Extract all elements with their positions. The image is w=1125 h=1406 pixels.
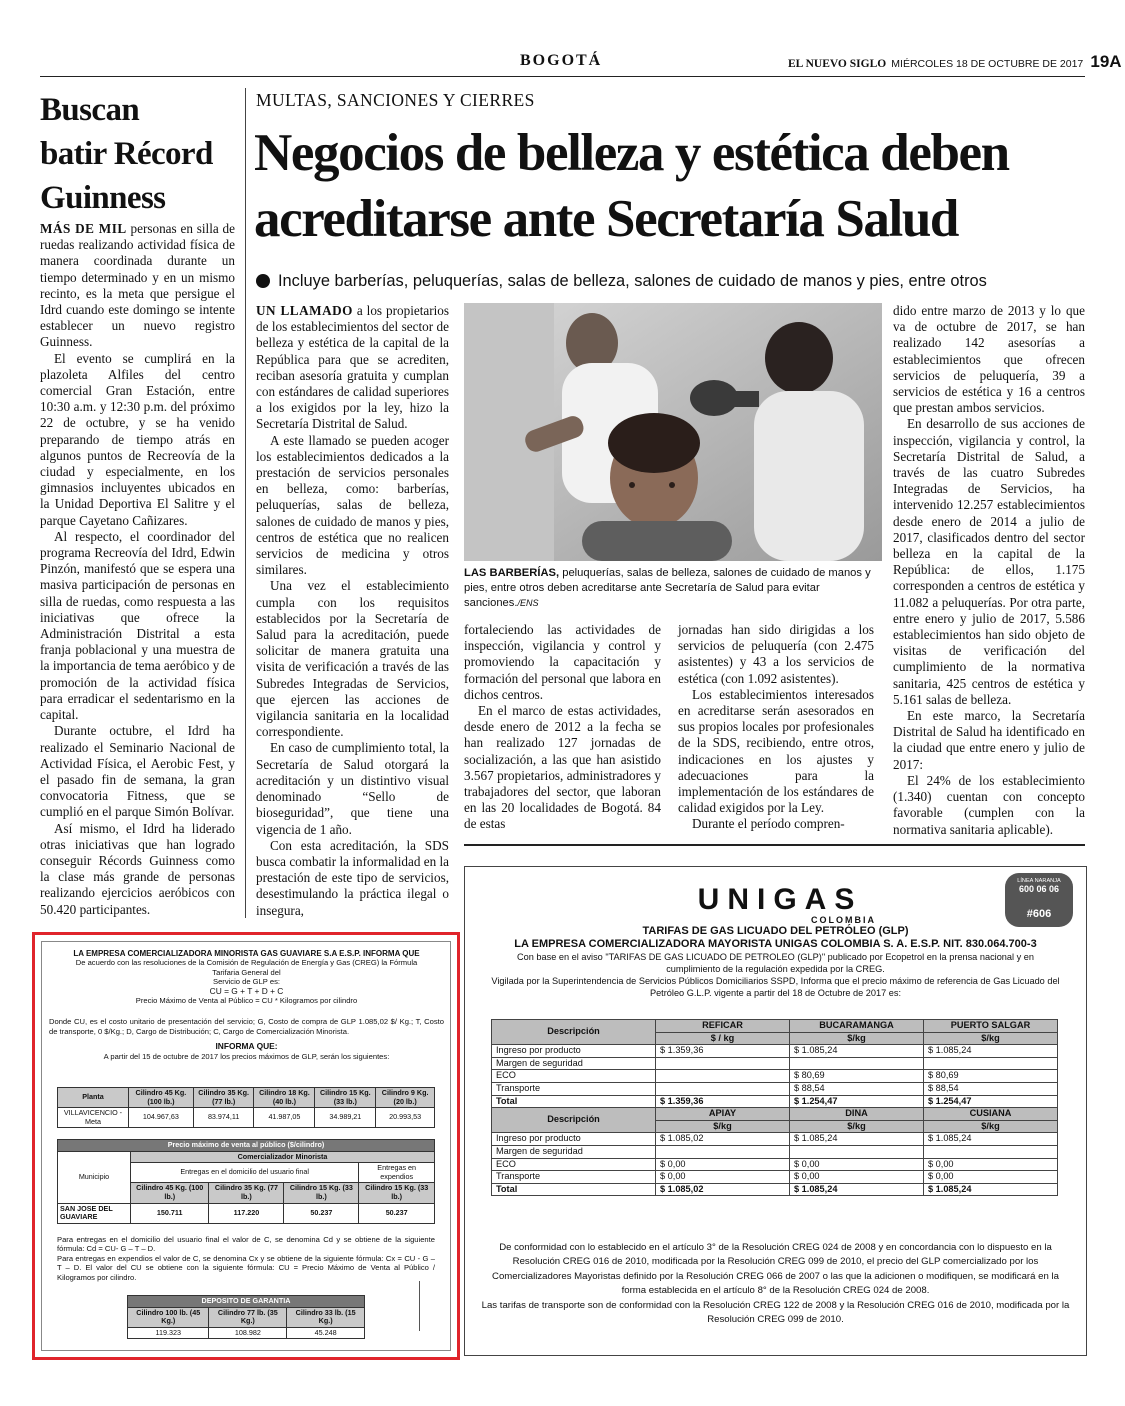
main-col1-p5: Con esta acreditación, la SDS busca combatir la informalidad en la prestación de este tipo de servicios, desestimulando la práctica ilegal o insegura, [256,837,449,918]
unigas-footnotes: De conformidad con lo establecido en el artículo 3° de la Resolución CREG 024 de 2008 y en concordancia con lo dispuesto en la Resolución CREG 016 de 2010, modificada por la Resolución CREG 099 de 2010, el precio del GLP comercializado por los Comercializadores Mayoristas definido por la Resolución CREG 066 de 2007 o las que la adicionen o modifiquen, se modificará en la forma establecida en el artículo 8° de la Resolución CREG 024 de 2008. Las tarifas de transporte son de conformidad con la Resolución CREG 122 de 2008 y la Resolución CREG 016 de 2010, modificada por la Resolución CREG 099 de 2010. [481,1242,1070,1326]
side-article-p2: El evento se cumplirá en la plazoleta Alfiles del centro comercial Gran Estación, entre 10:30 a.m. y 12:30 p.m. del próximo 22 de octubre, y se ha venido preparando de tiempo atrás en algunos puntos de Recreovía de la ciudad y especialmente, en los gimnasios incluyentes ubicados en la Unidad Deportiva El Salitre y el parque Cayetano Cañizares. [40,350,235,528]
barber-photo [464,303,882,561]
section-label: BOGOTÁ [520,52,603,69]
main-col1-p3: Una vez el establecimiento cumpla con los requisitos establecidos por la Secretaría de Salud para la acreditación, puede solicitar de manera gratuita una visita de verificación a través de las Subredes Integradas de Servicios, que ejercen las acciones de vigilancia sanitaria en la localidad correspondiente. [256,578,449,740]
gas-guaviare-ad [32,932,460,1360]
paper-name: EL NUEVO SIGLO [788,58,887,70]
side-article-p1: MÁS DE MIL personas en silla de ruedas realizando actividad física de manera coordinada durante un tiempo determinado y en un mismo recinto, es la meta que persigue el Idrd cuando este domingo se intente establecer un nuevo registro Guinness. [40,221,236,350]
main-col3-p1: jornadas han sido dirigidas a los servicios de peluquería (con 2.475 asistentes) y 43 a los servicios de estética (con 1.092 asistentes). [678,622,874,686]
main-col4-p1: dido entre marzo de 2013 y lo que va de octubre de 2017, se han realizado 142 asesorías a establecimientos que ofrecen servicios de peluquería, 39 a servicios de estética y 16 a centros que prestan ambos servicios. [893,303,1085,416]
side-article-p4: Durante octubre, el Idrd ha realizado el Seminario Nacional de Actividad Física, el Aerobic Fest, y el pasado fin de semana, la gran convocatoria Fitness, que se cumplió en el parque Simón Bolívar. [40,723,235,820]
guaviare-plant-table: Planta Cilindro 45 Kg. (100 lb.) Cilindro 35 Kg. (77 lb.) Cilindro 18 Kg. (40 lb.) Cilindro 15 Kg. (33 lb.) Cilindro 9 Kg. (20 lb.) VILLAVICENCIO - Meta 104.967,63 83.974,11 41.987,05 34.989,21 20.993,53 [57,1087,435,1128]
main-col4-p2: En desarrollo de sus acciones de inspección, vigilancia y control, la Secretaría Distrital de Salud, a través de las cuatro Subredes Integradas de Servicios, ha intervenido 12.257 establecimientos desde enero de 2014 a julio de 2017, clasificados dentro del sector belleza en la capital de la República: de ellos, 1.175 corresponden a centros de estética y 11.082 a peluquerías. Por otra parte, entre enero y julio de 2017, 5.586 establecimientos han sido objeto de visitas de verificación del cumplimiento de la normativa sanitaria, 425 centros de estética y 5.161 salas de belleza. [893,416,1085,707]
main-col3-p3: Durante el período compren- [692,816,845,832]
unigas-ad [464,866,1087,1356]
ssp-stamp-icon [419,1281,434,1331]
page-number: 19A [1090,52,1122,71]
guaviare-price-table: Precio máximo de venta al público ($/cilindro) Municipio Comercializador Minorista Entregas en el domicilio del usuario final Entregas en expendios Cilindro 45 Kg. (100 lb.) Cilindro 35 Kg. (77 lb.) Cilindro 15 Kg. (33 lb.) Cilindro 15 Kg. (33 lb.) SAN JOSE DEL GUAVIARE 150.711 117.220 50.237 50.237 [57,1139,435,1224]
main-col1-p1: UN LLAMADO a los propietarios de los establecimientos del sector de belleza y estética de la capital de la República para que se acrediten, reciban asesoría gratuita y cumplan con estándares de calidad superiores a los exigidos por la ley, hizo la Secretaría Distrital de Salud. [256,303,450,432]
main-col1-p2: A este llamado se pueden acoger los establecimientos dedicados a la prestación de servicios personales en belleza, como: barberías, peluquerías, salas de belleza, salones de cuidado de manos y pies, centros de estética que no realicen servicios de medicina y otros similares. [256,432,449,578]
main-col-2 [464,622,661,833]
guaviare-ad-text: LA EMPRESA COMERCIALIZADORA MINORISTA GAS GUAVIARE S.A E.S.P. INFORMA QUE De acuerdo con las resoluciones de la Comisión de Regulación de Energía y Gas (CREG) la Fórmula Tarifaria General del Servicio de GLP es: CU = G + T + D + C Precio Máximo de Venta al Público = CU * Kilogramos por cilindro Donde CU, es el costo unitario de presentación del servicio; G, Costo de compra de GLP 1.085,02 $/ Kg.; T, Costo de transporte, 0 $/Kg.; D, Cargo de Distribución; C, Cargo de Comercialización Minorista. INFORMA QUE: A partir del 15 de octubre de 2017 los precios máximos de GLP, serán los siguientes: [49,949,444,1061]
main-col1-p4: En caso de cumplimiento total, la Secretaría de Salud otorgará la acreditación y un distintivo visual denominado “Sello de bioseguridad”, que tiene una vigencia de 1 año. [256,740,449,837]
main-col4-p3: En este marco, la Secretaría Distrital de Salud ha identificado en la ciudad que entre enero y julio de 2017: [893,708,1085,772]
side-article-body [40,221,235,918]
kicker: MULTAS, SANCIONES Y CIERRES [256,90,535,110]
header-rule [40,76,1085,77]
main-headline: Negocios de belleza y estética deben acreditarse ante Secretaría Salud [254,124,1009,248]
main-col4-p4: El 24% de los establecimiento (1.340) cuentan con concepto favorable (cumplen con la normativa sanitaria aplicable). [893,772,1085,837]
main-col-1 [256,303,449,919]
photo-illustration [464,303,882,561]
side-headline: Buscan batir Récord Guinness [40,92,213,216]
column-rule [245,88,246,918]
unigas-logo: UNIGAS COLOMBIA [697,883,876,925]
main-col3-p2: Los establecimientos interesados en acreditarse serán asesorados en sus propios locales por profesionales de la SDS, recibiendo, entre otros, indicaciones en los ajustes y adecuaciones para la implementación de los estándares de calidad exigidos por la Ley. [678,686,874,816]
unigas-titles: TARIFAS DE GAS LICUADO DEL PETRÓLEO (GLP) LA EMPRESA COMERCIALIZADORA MAYORISTA UNIGAS COLOMBIA S. A. E.S.P. NIT. 830.064.700-3 Con base en el aviso "TARIFAS DE GAS LICUADO DE PETROLEO (GLP)" publicado por Ecopetrol en la prensa nacional y en cumplimiento de la regulación expedida por la CREG. Vigilada por la Superintendencia de Servicios Públicos Domiciliarios SSPD, Informa que el precio máximo de referencia de Gas Licuado del Petróleo G.L.P. vigente a partir del 18 de Octubre de 2017 es: [491,925,1060,998]
main-col-3 [678,622,874,833]
side-article-p3: Al respecto, el coordinador del programa Recreovía del Idrd, Edwin Pinzón, manifestó que se espera una masiva participación de personas en silla de ruedas, como respuesta a las iniciativas que ofrece la Administración Distrital a esta franja poblacional y una muestra de la importancia de tema aeróbico y de promoción de la actividad física para erradicar el sedentarismo en la capital. [40,528,235,723]
subhead: Incluye barberías, peluquerías, salas de belleza, salones de cuidado de manos y pies, entre otros [256,272,1096,291]
hotline-badge: LÍNEA NARANJA 600 06 06 #606 [1005,873,1073,927]
main-col2-p1: fortaleciendo las actividades de inspección, vigilancia y control y promoviendo la capacitación y formación del personal que labora en dichos centros. [464,622,661,702]
unigas-tariff-table: Descripción REFICAR BUCARAMANGA PUERTO SALGAR $ / kg $/kg $/kg Ingreso por producto $ 1.359,36 $ 1.085,24 $ 1.085,24 Margen de seguridad ECO $ 80,69 $ 80,69 Transporte $ 88,54 $ 88,54 Total $ 1.359,36 $ 1.254,47 $ 1.254,47 Descripción APIAY DINA CUSIANA $/kg $/kg $/kg Ingreso por producto $ 1.085,02 $ 1.085,24 $ 1.085,24 Margen de seguridad ECO $ 0,00 $ 0,00 $ 0,00 Transporte $ 0,00 $ 0,00 $ 0,00 Total $ 1.085,02 $ 1.085,24 $ 1.085,24 [491,1019,1058,1196]
page-masthead [788,52,1122,72]
main-col2-p2: En el marco de estas actividades, desde enero de 2012 a la fecha se han realizado 127 jornadas de socialización, a las que han asistido 3.567 propietarios, administradores y trabajadores del sector, que laboran en las 20 localidades de Bogotá. 84 de estas [464,703,661,832]
guaviare-notes: Para entregas en el domicilio del usuario final el valor de C, se denomina Cd y se obtiene de la siguiente fórmula: Cd = CU- G – T – D. Para entregas en expendios el valor de C, se denomina Cx y se obtiene de la siguiente fórmula: Cx = CU - G – T – D. El valor del CU se obtiene con la siguiente fórmula: CU = Precio Máximo de Venta al Público / Kilogramos por cilindro. [57,1235,435,1282]
main-col-4 [893,303,1085,838]
guarantee-deposit-table: DEPOSITO DE GARANTIA Cilindro 100 lb. (45 Kg.) Cilindro 77 lb. (35 Kg.) Cilindro 33 lb. (15 Kg.) 119.323 108.982 45.248 [127,1295,365,1339]
photo-caption: LAS BARBERÍAS, peluquerías, salas de belleza, salones de cuidado de manos y pies, entre otros deben acreditarse ante Secretaría de Salud para evitar sanciones./ENS [464,567,871,609]
side-article-p5: Así mismo, el Idrd ha liderado otras iniciativas que han logrado conseguir Récords Guinness como la clase más grande de personas realizando ejercicios aeróbicos con 50.420 participantes. [40,820,235,917]
ad-separator-rule [464,844,1085,846]
bullet-dot-icon [256,274,270,288]
issue-date: MIÉRCOLES 18 DE OCTUBRE DE 2017 [891,58,1084,70]
